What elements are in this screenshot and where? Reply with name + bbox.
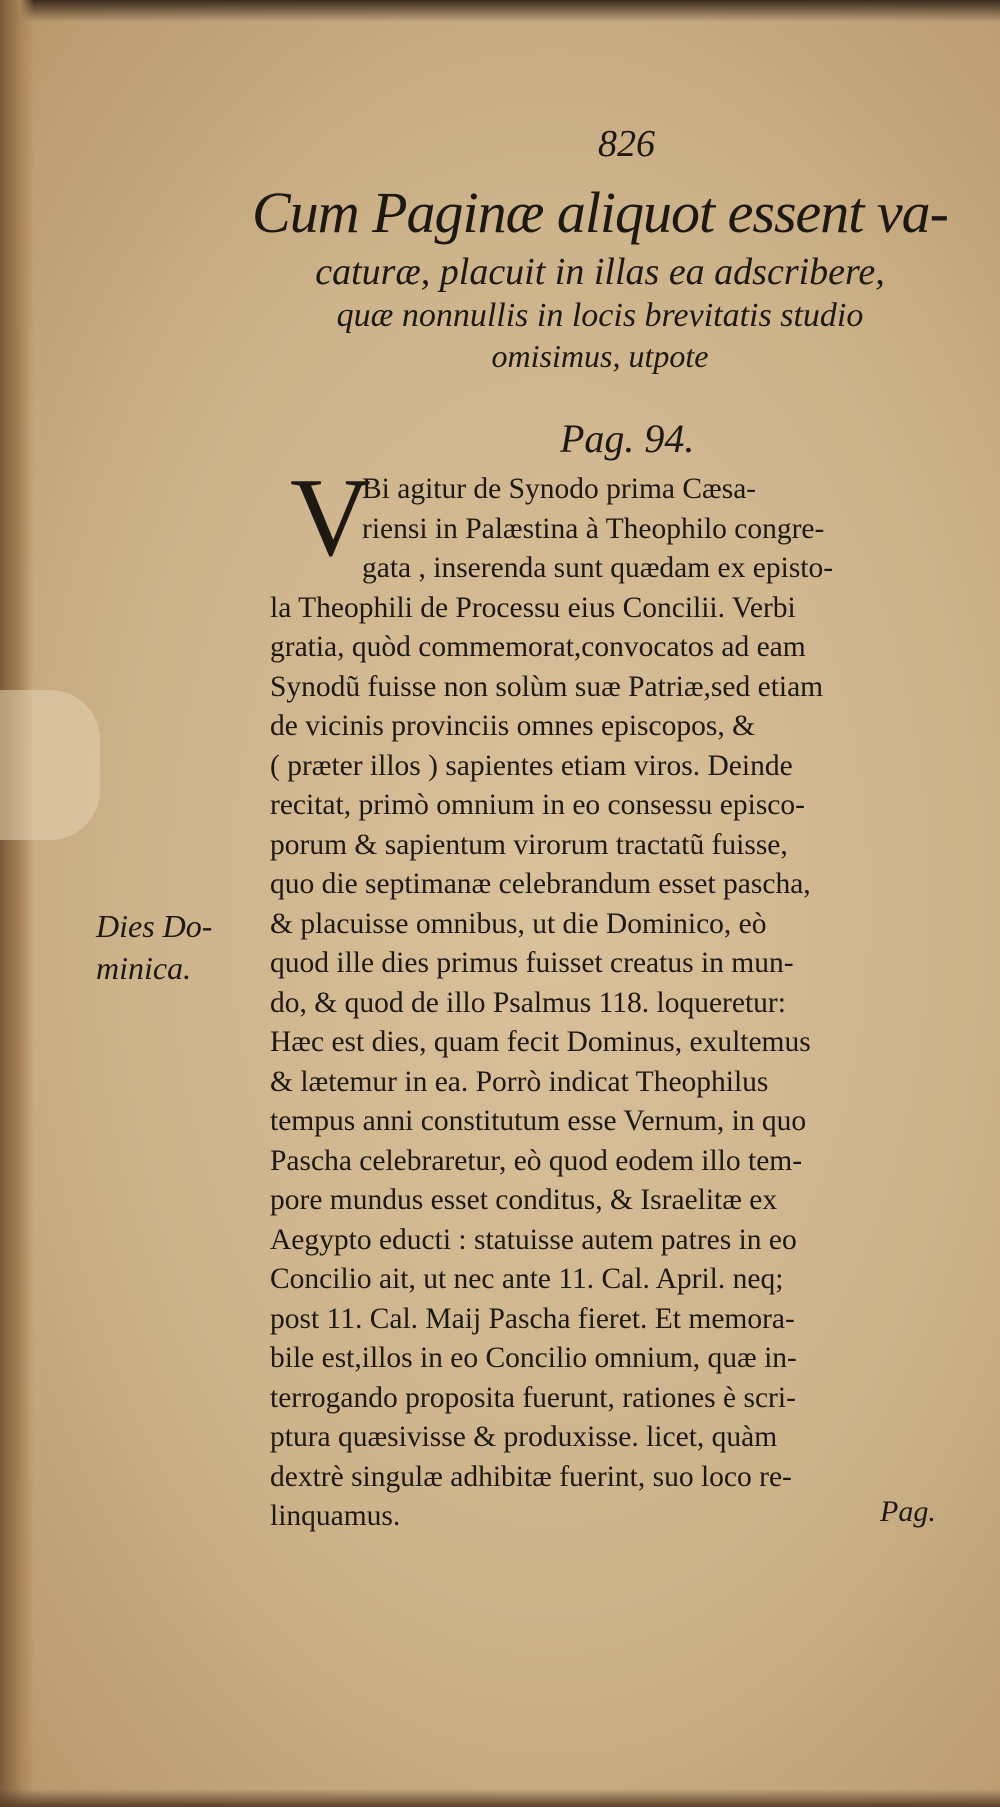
text-line: porum & sapientum virorum tractatũ fuisse, [270,828,788,861]
drop-capital: V [290,456,371,580]
text-line: la Theophili de Processu eius Concilii. Verbi [270,591,796,624]
text-line: tempus anni constitutum esse Vernum, in quo [270,1105,807,1137]
text-line: ptura quæsivisse & produxisse. licet, quàm [270,1421,778,1453]
text-line: do, & quod de illo Psalmus 118. loqueretur: [270,986,786,1019]
text-line: Synodũ fuisse non solùm suæ Patriæ,sed etiam [270,670,824,703]
heading-line: quæ nonnullis in locis brevitatis studio [336,297,864,335]
text-line: gratia, quòd commemorat,convocatos ad eam [270,631,806,663]
text-line: dextrè singulæ adhibitæ fuerint, suo loco re- [270,1460,792,1493]
text-line: quo die septimanæ celebrandum esset pascha, [270,868,811,900]
page-heading [240,178,960,376]
page-top-edge [0,0,1000,22]
text-line: Pascha celebraretur, eò quod eodem illo tem- [270,1144,803,1177]
text-line: de vicinis provinciis omnes episcopos, & [270,710,756,742]
heading-line: Cum Paginæ aliquot essent va- [252,180,948,245]
text-line: recitat, primò omnium in eo consessu episco- [270,789,805,821]
text-line: Aegypto educti : statuisse autem patres in eo [270,1223,797,1256]
heading-line: caturæ, placuit in illas ea adscribere, [315,250,885,293]
page-bottom-edge [0,1789,1000,1807]
text-line: gata , inserenda sunt quædam ex episto- [362,552,834,584]
paper-tab-mark [0,690,100,840]
text-line: Bi agitur de Synodo prima Cæsa- [362,473,757,505]
text-line: terrogando proposita fuerunt, rationes è scri- [270,1381,796,1414]
text-line: ( præter illos ) sapientes etiam viros. Deinde [270,749,793,782]
body-text [270,470,950,1537]
text-line: linquamus. [270,1500,401,1532]
page-binding-edge [0,0,34,1807]
catchword: Pag. [880,1495,936,1528]
page-reference: Pag. 94. [560,416,695,461]
text-line: post 11. Cal. Maij Pascha fieret. Et memora- [270,1302,795,1335]
text-line: Concilio ait, ut nec ante 11. Cal. April. neq; [270,1263,784,1295]
text-line: pore mundus esset conditus, & Israelitæ ex [270,1184,778,1216]
margin-note-line: minica. [96,950,192,986]
text-line: riensi in Palæstina à Theophilo congre- [362,512,825,545]
heading-line: omisimus, utpote [491,337,709,374]
text-line: & lætemur in ea. Porrò indicat Theophilus [270,1065,769,1098]
text-line: Hæc est dies, quam fecit Dominus, exultemus [270,1026,811,1058]
margin-note [96,905,212,989]
page-number: 826 [598,123,655,165]
text-line: bile est,illos in eo Concilio omnium, quæ in- [270,1342,797,1374]
margin-note-line: Dies Do- [96,908,213,944]
text-line: & placuisse omnibus, ut die Dominico, eò [270,907,767,940]
text-line: quod ille dies primus fuisset creatus in mun- [270,947,794,979]
